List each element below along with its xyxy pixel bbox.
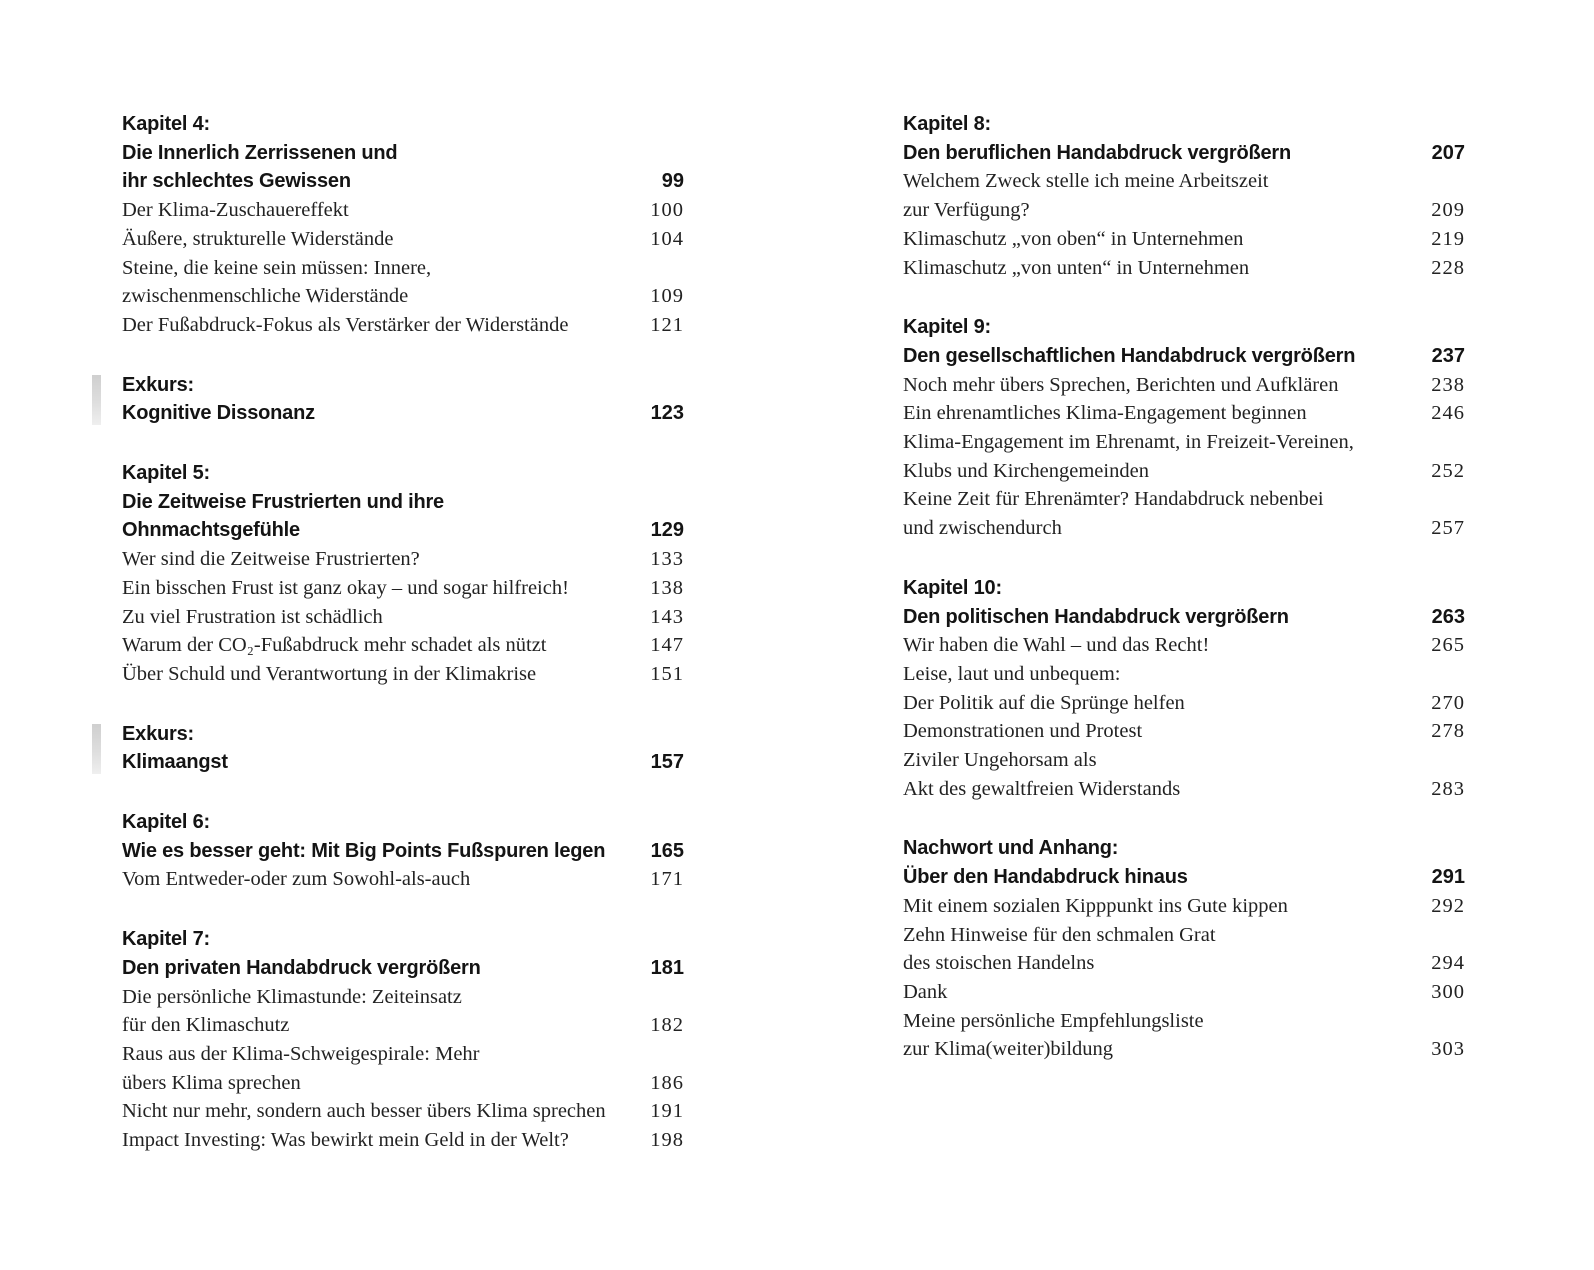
toc-page-number: 263	[1431, 605, 1465, 628]
toc-entry	[122, 603, 684, 632]
toc-entry	[903, 689, 1465, 718]
toc-entry	[122, 516, 684, 545]
toc-entry-title: für den Klimaschutz	[122, 1014, 290, 1037]
toc-page-number: 257	[1431, 517, 1465, 540]
toc-entry-title: Akt des gewaltfreien Widerstands	[903, 777, 1181, 800]
toc-entry-title: zur Verfügung?	[903, 199, 1030, 222]
toc-entry-title: Kapitel 5:	[122, 462, 211, 485]
toc-page-number: 219	[1431, 227, 1465, 250]
toc-entry-title: Vom Entweder-oder zum Sowohl-als-auch	[122, 868, 471, 891]
toc-page-number: 129	[650, 519, 684, 542]
toc-entry-title: Zu viel Frustration ist schädlich	[122, 605, 383, 628]
toc-entry	[903, 167, 1465, 196]
toc-entry-title: Die Zeitweise Frustrierten und ihre	[122, 490, 444, 513]
toc-entry	[903, 603, 1465, 632]
toc-section-kapitel-6	[122, 808, 684, 894]
toc-entry	[903, 978, 1465, 1007]
toc-entry	[903, 514, 1465, 543]
toc-page-number: 147	[650, 634, 684, 657]
toc-entry-title: Die persönliche Klimastunde: Zeiteinsatz	[122, 985, 462, 1008]
toc-entry	[903, 892, 1465, 921]
toc-entry	[122, 139, 684, 168]
toc-section-nachwort-und-anhang	[903, 834, 1465, 1064]
toc-entry	[122, 720, 684, 749]
toc-entry-title: Klimaschutz „von unten“ in Unternehmen	[903, 256, 1250, 279]
toc-page-number: 292	[1431, 894, 1465, 917]
toc-column-right	[903, 110, 1465, 1064]
toc-page-number: 99	[661, 170, 684, 193]
toc-entry	[903, 399, 1465, 428]
toc-page-number: 278	[1431, 720, 1465, 743]
toc-entry	[122, 282, 684, 311]
toc-entry-title: Warum der CO₂-Fußabdruck mehr schadet als nützt	[122, 634, 547, 657]
toc-entry	[903, 574, 1465, 603]
toc-section-kapitel-9	[903, 313, 1465, 543]
toc-entry-title: und zwischendurch	[903, 517, 1062, 540]
toc-entry	[122, 254, 684, 283]
toc-page-number: 186	[650, 1071, 684, 1094]
toc-entry	[122, 399, 684, 428]
toc-entry	[903, 254, 1465, 283]
toc-column-left	[122, 110, 684, 1155]
toc-entry	[903, 775, 1465, 804]
toc-page-number: 182	[650, 1014, 684, 1037]
toc-page-number: 209	[1431, 199, 1465, 222]
toc-entry	[903, 717, 1465, 746]
toc-entry	[122, 1126, 684, 1155]
toc-page-number: 283	[1431, 777, 1465, 800]
toc-entry-title: Raus aus der Klima-Schweigespirale: Mehr	[122, 1042, 480, 1065]
toc-entry	[903, 485, 1465, 514]
toc-entry-title: zur Klima(weiter)bildung	[903, 1038, 1114, 1061]
toc-entry-title: Den gesellschaftlichen Handabdruck vergrößern	[903, 344, 1356, 367]
toc-entry-title: Mit einem sozialen Kipppunkt ins Gute kippen	[903, 894, 1288, 917]
toc-entry-title: Nicht nur mehr, sondern auch besser übers Klima sprechen	[122, 1100, 606, 1123]
toc-entry-title: übers Klima sprechen	[122, 1071, 301, 1094]
toc-entry-title: Klima-Engagement im Ehrenamt, in Freizeit-Vereinen,	[903, 431, 1354, 454]
toc-entry	[903, 746, 1465, 775]
toc-entry-title: Nachwort und Anhang:	[903, 837, 1119, 860]
toc-entry	[122, 1069, 684, 1098]
toc-entry-title: Wer sind die Zeitweise Frustrierten?	[122, 548, 420, 571]
toc-entry-title: Zehn Hinweise für den schmalen Grat	[903, 923, 1216, 946]
toc-page-number: 238	[1431, 373, 1465, 396]
toc-page-number: 207	[1431, 141, 1465, 164]
toc-page-number: 171	[650, 868, 684, 891]
toc-entry-title: ihr schlechtes Gewissen	[122, 170, 351, 193]
toc-entry	[122, 1040, 684, 1069]
toc-entry-title: Den beruflichen Handabdruck vergrößern	[903, 141, 1292, 164]
toc-entry	[903, 1035, 1465, 1064]
toc-page-number: 133	[650, 548, 684, 571]
toc-section-kapitel-7	[122, 925, 684, 1155]
toc-entry-title: Der Politik auf die Sprünge helfen	[903, 691, 1185, 714]
toc-section-kapitel-8	[903, 110, 1465, 282]
toc-section-kapitel-5	[122, 459, 684, 689]
toc-entry-title: Meine persönliche Empfehlungsliste	[903, 1009, 1204, 1032]
toc-entry-title: Der Fußabdruck-Fokus als Verstärker der Widerstände	[122, 313, 569, 336]
toc-page-number: 237	[1431, 344, 1465, 367]
toc-entry	[122, 311, 684, 340]
toc-page-number: 198	[650, 1129, 684, 1152]
toc-entry-title: Kapitel 7:	[122, 928, 211, 951]
toc-page-number: 123	[650, 402, 684, 425]
toc-entry-title: Noch mehr übers Sprechen, Berichten und Aufklären	[903, 373, 1339, 396]
toc-entry-title: Ein ehrenamtliches Klima-Engagement beginnen	[903, 402, 1307, 425]
toc-entry	[122, 371, 684, 400]
toc-entry	[122, 983, 684, 1012]
toc-page-number: 100	[650, 199, 684, 222]
toc-entry	[122, 574, 684, 603]
toc-entry	[903, 196, 1465, 225]
toc-page-number: 121	[650, 313, 684, 336]
toc-entry-title: Kapitel 4:	[122, 113, 211, 135]
toc-entry	[122, 167, 684, 196]
toc-entry	[903, 342, 1465, 371]
toc-entry	[903, 428, 1465, 457]
toc-entry-title: Steine, die keine sein müssen: Innere,	[122, 256, 432, 279]
toc-entry	[903, 834, 1465, 863]
exkurs-marker-bar	[92, 375, 101, 425]
toc-page-number: 303	[1431, 1038, 1465, 1061]
toc-entry-title: Welchem Zweck stelle ich meine Arbeitszeit	[903, 170, 1269, 193]
exkurs-marker-bar	[92, 724, 101, 774]
toc-section-exkurs-klimaangst	[122, 720, 684, 777]
toc-entry-title: Der Klima-Zuschauereffekt	[122, 199, 349, 222]
toc-page-number: 270	[1431, 691, 1465, 714]
toc-entry-title: Klubs und Kirchengemeinden	[903, 459, 1149, 482]
toc-entry	[122, 110, 684, 139]
toc-entry-title: Demonstrationen und Protest	[903, 720, 1143, 743]
toc-entry	[903, 313, 1465, 342]
toc-page-number: 181	[650, 956, 684, 979]
toc-page-number: 246	[1431, 402, 1465, 425]
toc-entry-title: Kapitel 10:	[903, 576, 1002, 599]
toc-entry	[122, 1011, 684, 1040]
toc-entry-title: Wie es besser geht: Mit Big Points Fußspuren legen	[122, 839, 606, 862]
toc-entry-title: des stoischen Handelns	[903, 952, 1095, 975]
toc-entry	[903, 1007, 1465, 1036]
toc-entry-title: Ziviler Ungehorsam als	[903, 749, 1097, 772]
toc-entry	[903, 863, 1465, 892]
toc-entry-title: Kapitel 6:	[122, 811, 211, 834]
toc-page-number: 300	[1431, 980, 1465, 1003]
toc-entry	[122, 631, 684, 660]
toc-entry-title: Klimaangst	[122, 751, 228, 774]
toc-page-number: 294	[1431, 952, 1465, 975]
toc-entry	[122, 488, 684, 517]
toc-entry	[122, 808, 684, 837]
toc-entry	[903, 371, 1465, 400]
toc-page-number: 228	[1431, 256, 1465, 279]
toc-page-number: 109	[650, 285, 684, 308]
toc-page-number: 104	[650, 227, 684, 250]
toc-page-number: 143	[650, 605, 684, 628]
toc-entry	[122, 225, 684, 254]
toc-entry-title: Dank	[903, 980, 948, 1003]
toc-entry-title: Ein bisschen Frust ist ganz okay – und sogar hilfreich!	[122, 576, 569, 599]
toc-page-number: 252	[1431, 459, 1465, 482]
toc-page-number: 191	[650, 1100, 684, 1123]
toc-entry-title: Exkurs:	[122, 722, 194, 745]
toc-section-kapitel-10	[903, 574, 1465, 804]
toc-page-number: 138	[650, 576, 684, 599]
toc-entry	[122, 748, 684, 777]
toc-entry	[122, 925, 684, 954]
toc-entry	[903, 660, 1465, 689]
toc-entry	[122, 865, 684, 894]
toc-entry-title: Kapitel 8:	[903, 113, 992, 135]
toc-entry	[903, 110, 1465, 139]
toc-entry	[903, 457, 1465, 486]
toc-entry	[903, 139, 1465, 168]
toc-page-number: 291	[1431, 866, 1465, 889]
toc-section-exkurs-kognitive-dissonanz	[122, 371, 684, 428]
toc-entry-title: Über den Handabdruck hinaus	[903, 866, 1188, 889]
toc-entry-title: Kapitel 9:	[903, 316, 992, 339]
toc-entry-title: Keine Zeit für Ehrenämter? Handabdruck nebenbei	[903, 488, 1324, 511]
toc-entry	[122, 1097, 684, 1126]
toc-entry	[903, 921, 1465, 950]
toc-entry	[122, 545, 684, 574]
toc-section-kapitel-4	[122, 110, 684, 340]
toc-entry	[903, 949, 1465, 978]
toc-entry-title: Kognitive Dissonanz	[122, 402, 315, 425]
toc-entry	[122, 459, 684, 488]
toc-entry-title: Leise, laut und unbequem:	[903, 662, 1121, 685]
toc-page-number: 265	[1431, 634, 1465, 657]
toc-entry-title: Äußere, strukturelle Widerstände	[122, 227, 394, 250]
toc-page-number: 165	[650, 839, 684, 862]
toc-entry	[122, 660, 684, 689]
toc-entry-title: Den privaten Handabdruck vergrößern	[122, 956, 481, 979]
toc-entry-title: Exkurs:	[122, 373, 194, 396]
toc-page-number: 157	[650, 751, 684, 774]
toc-entry-title: Über Schuld und Verantwortung in der Klimakrise	[122, 662, 537, 685]
toc-entry-title: Wir haben die Wahl – und das Recht!	[903, 634, 1210, 657]
toc-entry-title: Ohnmachtsgefühle	[122, 519, 300, 542]
toc-entry	[903, 225, 1465, 254]
toc-entry	[122, 954, 684, 983]
toc-entry-title: zwischenmenschliche Widerstände	[122, 285, 409, 308]
toc-entry	[122, 837, 684, 866]
toc-entry-title: Den politischen Handabdruck vergrößern	[903, 605, 1289, 628]
toc-entry	[122, 196, 684, 225]
toc-entry-title: Die Innerlich Zerrissenen und	[122, 141, 398, 164]
toc-entry-title: Impact Investing: Was bewirkt mein Geld in der Welt?	[122, 1129, 569, 1152]
toc-page-number: 151	[650, 662, 684, 685]
toc-entry	[903, 631, 1465, 660]
toc-entry-title: Klimaschutz „von oben“ in Unternehmen	[903, 227, 1244, 250]
